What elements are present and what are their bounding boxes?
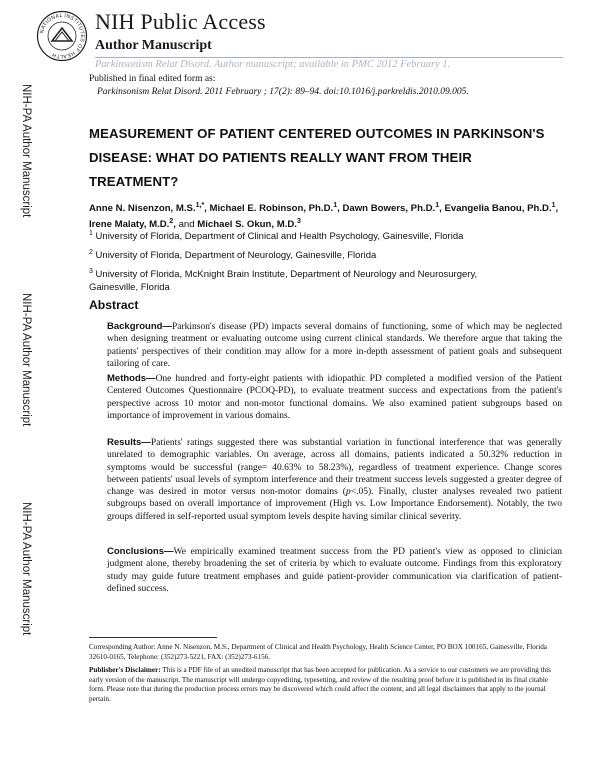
conclusions-label: Conclusions— bbox=[107, 546, 174, 557]
background-label: Background— bbox=[107, 321, 172, 332]
results-label: Results— bbox=[107, 437, 151, 448]
footnote-rule bbox=[89, 637, 217, 638]
author-name: Michael S. Okun, M.D. bbox=[197, 219, 297, 231]
author-sup: 2 bbox=[169, 218, 174, 226]
availability-banner: Parkinsonism Relat Disord. Author manuscript; available in PMC 2012 February 1. bbox=[95, 59, 451, 70]
publisher-disclaimer: Publisher's Disclaimer: This is a PDF file of an unedited manuscript that has been accepted for publication. As a service to our customers we are providing this early version of the manuscript. The manuscript will undergo copyediting, typesetting, and review of the resulting proof before it is published in its final citable form. Please note that during the production process errors may be discovered which could affect the content, and all legal disclaimers that apply to the journal pertain. bbox=[89, 666, 551, 703]
author-manuscript-subtitle: Author Manuscript bbox=[95, 38, 212, 53]
article-title: MEASUREMENT OF PATIENT CENTERED OUTCOMES IN PARKINSON'S DISEASE: WHAT DO PATIENTS REALLY WANT FROM THEIR TREATMENT? bbox=[89, 126, 545, 189]
header-rule bbox=[95, 57, 563, 58]
abstract-results: Results—Patients' ratings suggested there was substantial variation in functional interference that was generally unrelated to demographic variables. On average, across all domains, patients indicated a 50.32% reduction in symptoms would be successful (range= 40.63% to 58.23%), regardless of treatment experience. Change scores between patients' usual levels of symptom interference and their treatment success levels suggested a greater degree of change was desired in motor versus non-motor domains (p<.05). Finally, cluster analyses revealed two patient subgroups based on overall importance of improvement (High vs. Low Importance Endorsement). Notably, the two groups differed in self-reported usual symptom levels despite having similar clinical severity. bbox=[107, 437, 562, 522]
logo-ring-text: NATIONAL INSTITUTES OF HEALTH bbox=[39, 12, 86, 60]
author-name: Anne N. Nisenzon, M.S. bbox=[89, 203, 196, 215]
side-label: NIH-PA Author Manuscript bbox=[20, 84, 32, 218]
nih-public-access-title: NIH Public Access bbox=[95, 9, 266, 34]
author-name: Irene Malaty, M.D. bbox=[89, 219, 170, 231]
authors-and: and bbox=[178, 219, 195, 231]
affiliation: $^1$ University of Florida, Department of Clinical and Health Psychology, Gainesville, Florida bbox=[89, 230, 464, 243]
abstract-background: Background—Parkinson's disease (PD) impacts several domains of functioning, some of which may be neglected when designing treatment or evaluating outcome using current clinical standards. We therefore argue that taking the patients' perspectives of their condition may allow for a more in-depth assessment of patient goals and subsequent tailoring of care. bbox=[107, 321, 562, 369]
side-label: NIH-PA Author Manuscript bbox=[20, 293, 32, 427]
published-info bbox=[89, 73, 569, 99]
abstract-methods: Methods—One hundred and forty-eight patients with idiopathic PD completed a modified version of the Patient Centered Outcomes Questionnaire (PCOQ-PD), to evaluate treatment success and expectations from the patient's perspective across 10 motor and non-motor functional domains. We also examined patient subgroups based on importance of improvement in various domains. bbox=[107, 373, 562, 421]
svg-text:NATIONAL INSTITUTES OF HEALTH bbox=[39, 13, 85, 59]
side-label: NIH-PA Author Manuscript bbox=[20, 502, 32, 636]
author-name: Evangelia Banou, Ph.D. bbox=[444, 203, 552, 215]
footnotes bbox=[89, 643, 559, 709]
author-name: Dawn Bowers, Ph.D. bbox=[342, 203, 436, 215]
author-list: Anne N. Nisenzon, M.S.$^{1,*}$, Michael E. Robinson, Ph.D.$^1$, Dawn Bowers, Ph.D.$^1$, Evangelia Banou, Ph.D.$^1$, Irene Malaty, M.D.$^2$, and Michael S. Okun, M.D.$^3$ bbox=[89, 202, 559, 231]
nih-header bbox=[0, 0, 600, 72]
affiliation: $^3$ University of Florida, McKnight Brain Institute, Department of Neurology and Neurosurgery, Gainesville, Florida bbox=[89, 268, 478, 294]
corresponding-author: Corresponding Author: Anne N. Nisenzon, M.S., Department of Clinical and Health Psychology, Health Science Center, PO BOX 100165, Gainesville, Florida 32610-0165, Telephone: (352)273-5221, FAX: (352)273-6156. bbox=[89, 643, 547, 661]
author-sup: 1 bbox=[333, 202, 338, 209]
author-sup: 3 bbox=[296, 218, 301, 226]
affiliation: $^2$ University of Florida, Department of Neurology, Gainesville, Florida bbox=[89, 249, 377, 262]
nih-logo bbox=[36, 10, 88, 62]
author-sup: 1,* bbox=[195, 202, 205, 209]
author-name: Michael E. Robinson, Ph.D. bbox=[209, 203, 334, 215]
abstract-conclusions: Conclusions—We empirically examined treatment success from the PD patient's view as opposed to clinician judgment alone, thereby broadening the set of criteria by which to evaluate outcome. Findings from this exploratory study may guide future treatment emphases and guide patient-provider communication via clarification of patient-defined success. bbox=[107, 546, 562, 594]
methods-label: Methods— bbox=[107, 373, 156, 384]
abstract-heading: Abstract bbox=[89, 298, 139, 312]
published-citation: Parkinsonism Relat Disord. 2011 February ; 17(2): 89–94. doi:10.1016/j.parkreldis.2010.09.005. bbox=[97, 87, 469, 97]
author-sup: 1 bbox=[435, 202, 440, 209]
author-sup: 1 bbox=[551, 202, 556, 209]
published-label: Published in final edited form as: bbox=[89, 74, 216, 84]
